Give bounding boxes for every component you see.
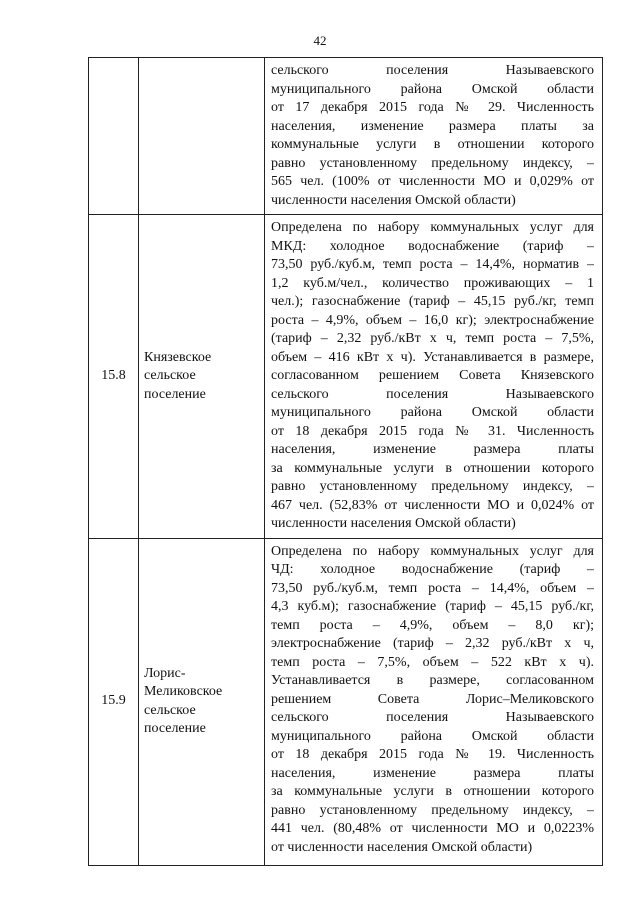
row-number-cell <box>89 215 139 539</box>
description-cell <box>265 538 603 865</box>
description-line: 73,50 руб./куб.м, темп роста – 14,4%, норматив – <box>271 257 594 272</box>
page-number: 42 <box>313 33 327 48</box>
description-line: (тариф – 2,32 руб./кВт х ч, темп роста – 7,5%, <box>271 331 594 346</box>
settlement-name-line: Лорис- <box>144 665 186 681</box>
description-line: численности населения Омской области) <box>271 192 516 208</box>
description-line: темп роста – 7,5%, объем – 522 кВт х ч). <box>271 654 594 670</box>
settlement-name-line: Меликовское <box>144 684 223 699</box>
description-line: сельского поселения Называевского <box>271 386 594 402</box>
description-line: МКД: холодное водоснабжение (тариф – <box>271 238 594 254</box>
settlement-name-line: поселение <box>144 386 206 402</box>
description-line: равно установленному предельному индексу, – <box>271 479 594 494</box>
settlement-name-line: сельское <box>144 702 196 718</box>
description-line: за коммунальные услуги в отношении которого <box>271 784 594 799</box>
description-line: Определена по набору коммунальных услуг для <box>271 220 594 235</box>
description-line: согласованном решением Совета Князевского <box>271 368 594 383</box>
description-line: чел.); газоснабжение (тариф – 45,15 руб./кг, темп <box>271 294 594 309</box>
description-line: электроснабжение (тариф – 2,32 руб./кВт х ч, <box>271 636 594 651</box>
description-line: за коммунальные услуги в отношении которого <box>271 460 594 476</box>
description-line: населения, изменение размера платы <box>271 765 594 781</box>
description-line: Устанавливается в размере, согласованном <box>271 673 594 688</box>
description-line: от численности населения Омской области) <box>271 839 533 855</box>
description-line: муниципального района Омской области <box>271 728 594 744</box>
description-cell <box>265 215 603 539</box>
settlement-name-cell <box>139 538 265 865</box>
description-line: численности населения Омской области) <box>271 516 516 531</box>
settlement-name-cell <box>139 215 265 539</box>
description-line: населения, изменение размера платы за <box>271 118 594 134</box>
table-row <box>89 215 603 539</box>
description-line: равно установленному предельному индексу, – <box>271 155 594 171</box>
settlement-name-cell <box>139 58 265 215</box>
description-line: ЧД: холодное водоснабжение (тариф – <box>271 562 594 577</box>
settlement-name-line: Князевское <box>144 349 212 365</box>
settlement-name-line: сельское <box>144 368 196 383</box>
table-row <box>89 538 603 865</box>
description-line: Определена по набору коммунальных услуг для <box>271 543 594 559</box>
description-line: темп роста – 4,9%, объем – 8,0 кг); <box>271 617 594 633</box>
settlement-name-line: поселение <box>144 721 206 736</box>
description-line: сельского поселения Называевского <box>271 63 594 78</box>
description-line: роста – 4,9%, объем – 16,0 кг); электроснабжение <box>271 312 594 328</box>
description-line: от 17 декабря 2015 года № 29. Численность <box>271 100 594 115</box>
row-number-cell <box>89 538 139 865</box>
description-line: 1,2 куб.м/чел., количество проживающих – 1 <box>271 275 594 291</box>
description-line: населения, изменение размера платы <box>271 442 594 457</box>
description-line: объем – 416 кВт х ч). Устанавливается в размере, <box>271 349 594 365</box>
description-line: муниципального района Омской области <box>271 405 594 420</box>
description-line: равно установленному предельному индексу, – <box>271 802 594 818</box>
row-number: 15.9 <box>101 693 126 709</box>
row-number: 15.8 <box>101 368 126 383</box>
row-number-cell <box>89 58 139 215</box>
description-line: муниципального района Омской области <box>271 81 594 97</box>
description-line: решением Совета Лорис–Меликовского <box>271 691 594 707</box>
description-cell <box>265 58 603 215</box>
table-row <box>89 58 603 215</box>
description-line: 441 чел. (80,48% от численности МО и 0,0223% <box>271 821 594 836</box>
description-line: 73,50 руб./куб.м, темп роста – 14,4%, объем – <box>271 580 594 596</box>
description-line: сельского поселения Называевского <box>271 710 594 725</box>
description-line: 4,3 куб.м); газоснабжение (тариф – 45,15 руб./кг, <box>271 599 594 614</box>
settlements-table <box>88 57 603 866</box>
description-line: от 18 декабря 2015 года № 31. Численность <box>271 423 594 439</box>
description-line: 565 чел. (100% от численности МО и 0,029% от <box>271 174 594 189</box>
description-line: 467 чел. (52,83% от численности МО и 0,024% от <box>271 497 594 513</box>
description-line: от 18 декабря 2015 года № 19. Численность <box>271 747 594 762</box>
description-line: коммунальные услуги в отношении которого <box>271 137 594 152</box>
